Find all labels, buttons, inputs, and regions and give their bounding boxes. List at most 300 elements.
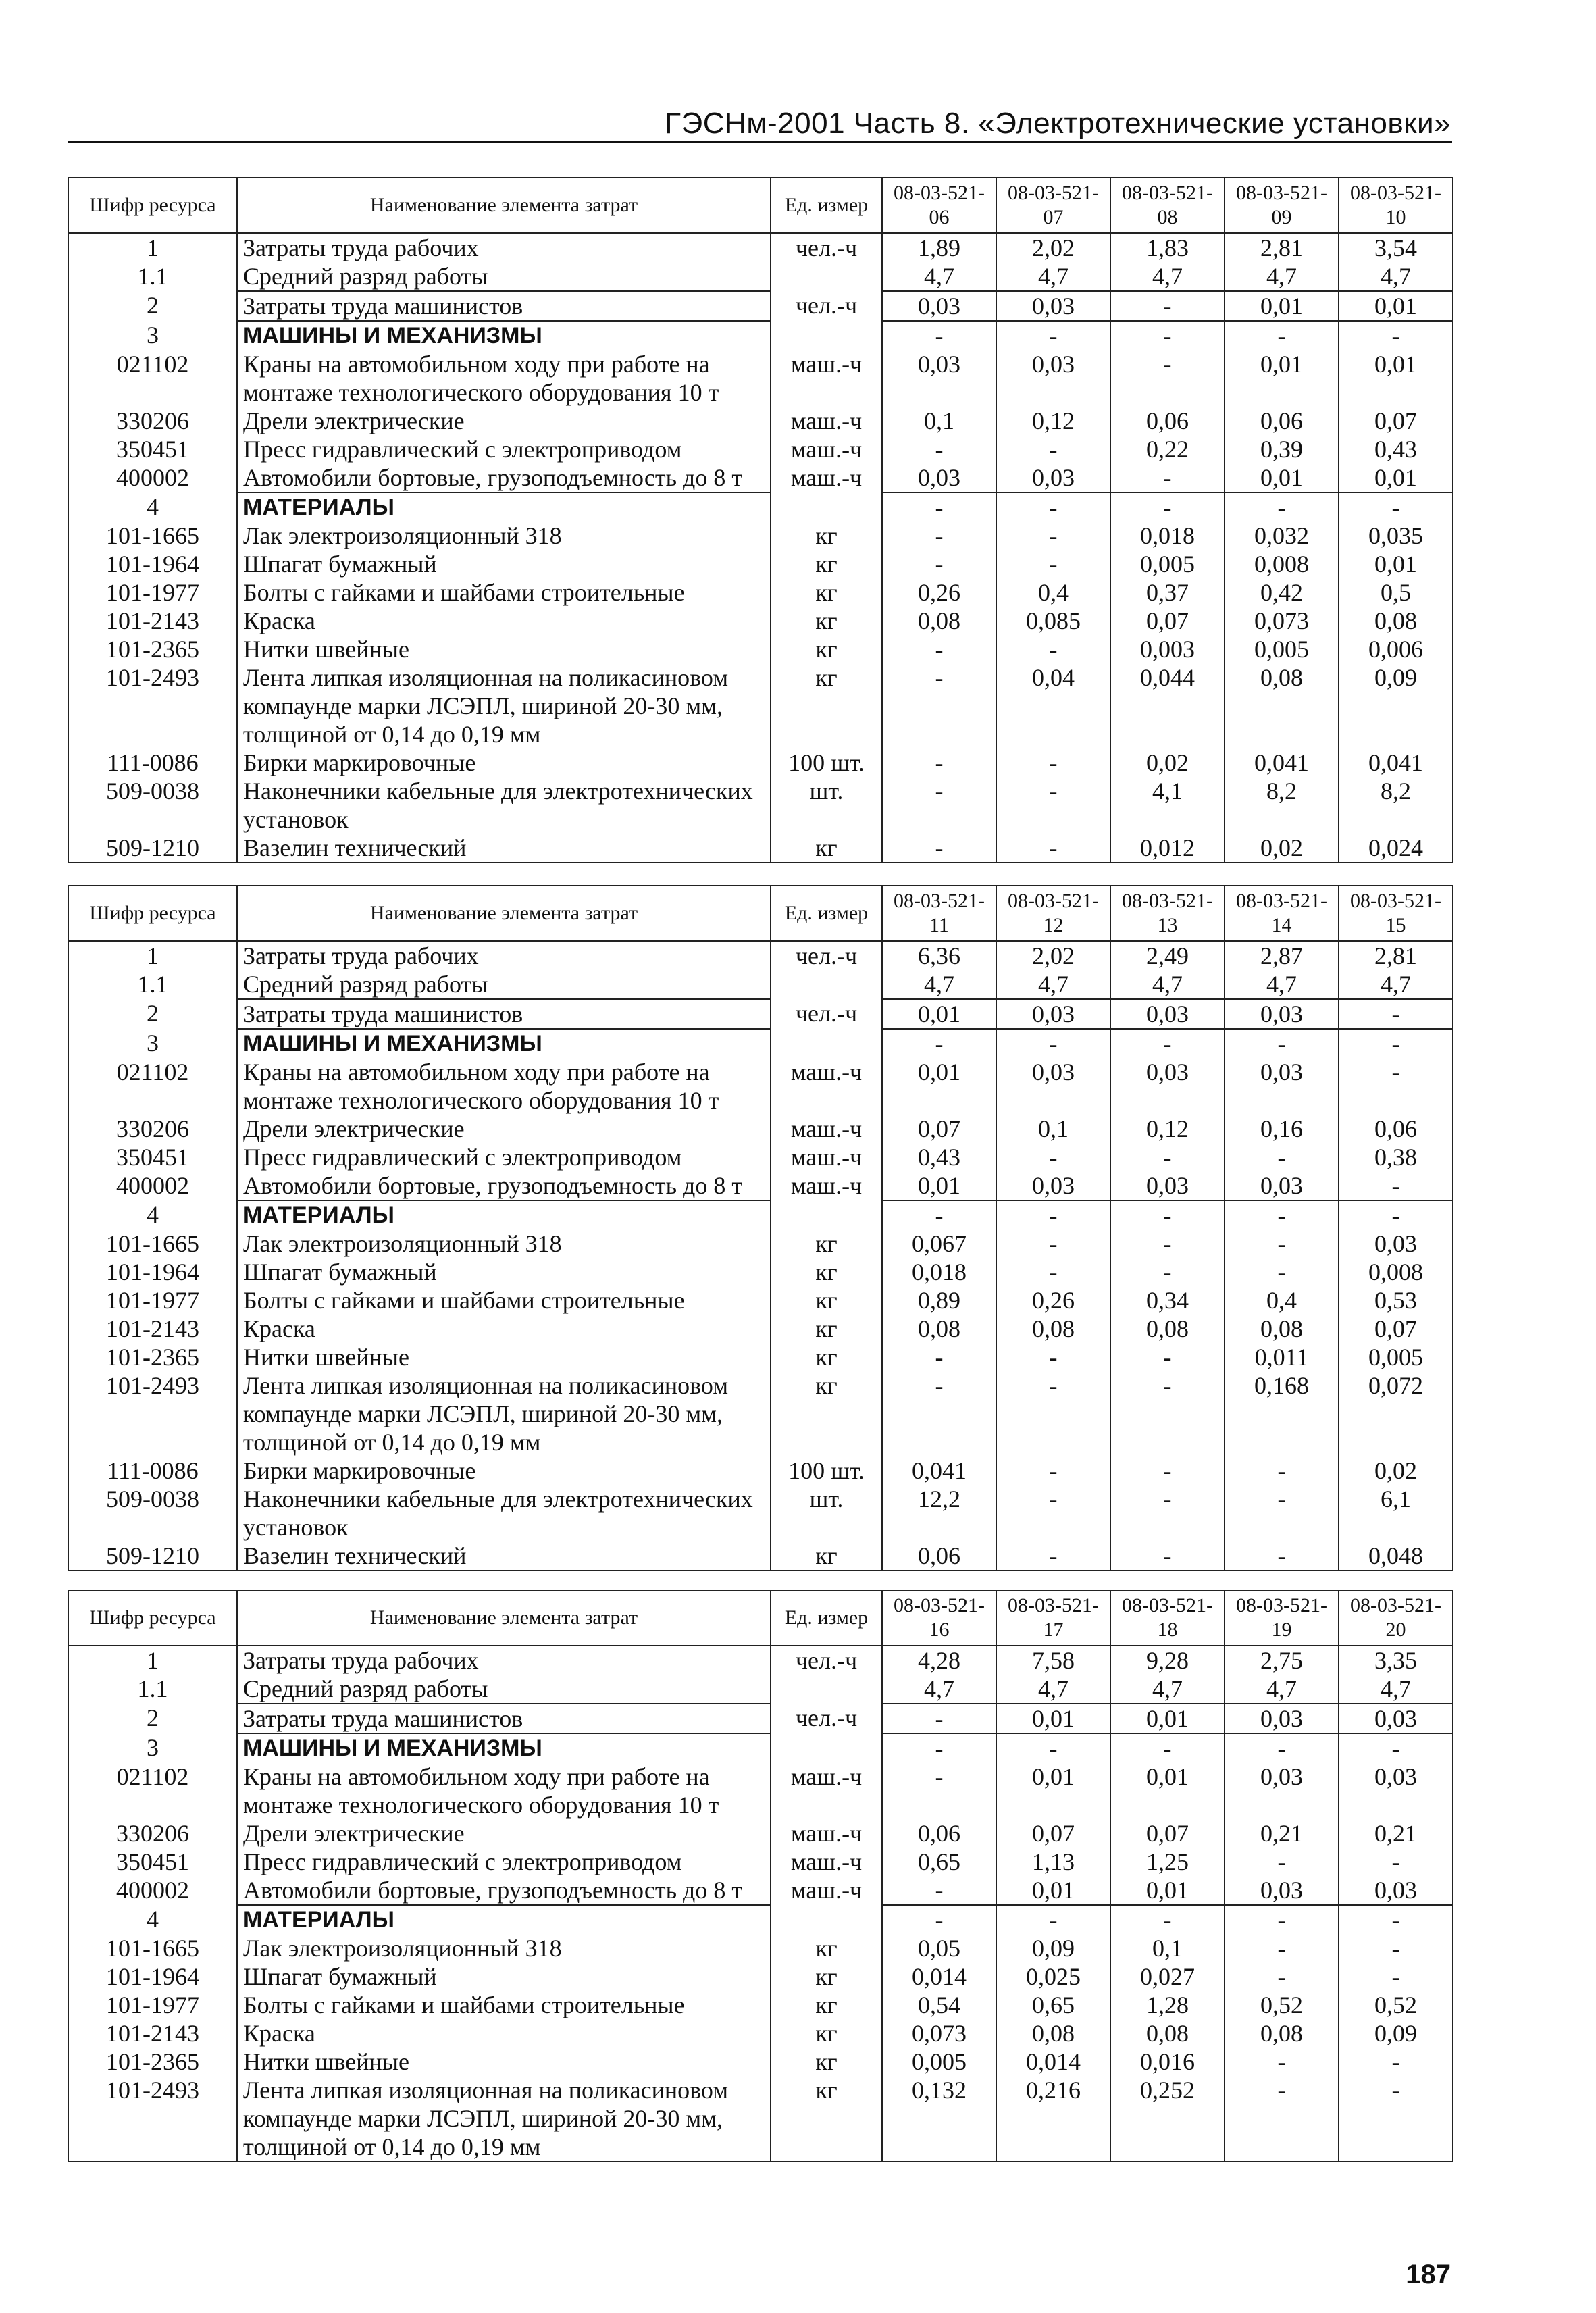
value-cell: - [996, 435, 1110, 463]
value-cell: - [1339, 1962, 1453, 1991]
resource-name: Пресс гидравлический с электроприводом [237, 435, 771, 463]
value-cell: 0,03 [1110, 1171, 1225, 1200]
value-cell: 0,26 [996, 1286, 1110, 1315]
column-header-code: Шифр ресурса [68, 178, 237, 233]
value-cell: - [996, 1200, 1110, 1229]
resource-code: 509-1210 [68, 1542, 237, 1571]
column-header-unit: Ед. измер [771, 178, 882, 233]
table-row [68, 407, 1453, 435]
value-cell: 0,025 [996, 1962, 1110, 1991]
table-row [68, 970, 1453, 999]
value-cell: 6,36 [882, 941, 996, 970]
unit-cell: кг [771, 1934, 882, 1962]
value-cell: - [1110, 1229, 1225, 1258]
resource-name: Наконечники кабельные для электротехнических установок [237, 1485, 771, 1542]
table-row [68, 1229, 1453, 1258]
table-row [68, 1343, 1453, 1371]
resource-name: Краны на автомобильном ходу при работе на монтаже технологического оборудования 10 т [237, 1762, 771, 1819]
table-row [68, 1115, 1453, 1143]
value-cell: - [882, 748, 996, 777]
resource-code: 330206 [68, 1819, 237, 1848]
resource-name: Затраты труда рабочих [237, 233, 771, 262]
resource-code: 101-1977 [68, 1991, 237, 2019]
value-cell: - [1225, 1934, 1339, 1962]
value-cell: - [882, 1343, 996, 1371]
resource-code: 101-1665 [68, 1229, 237, 1258]
resource-name: МАТЕРИАЛЫ [237, 1200, 771, 1229]
resource-name: Дрели электрические [237, 1819, 771, 1848]
value-cell: 12,2 [882, 1485, 996, 1542]
table-row [68, 262, 1453, 291]
value-cell: 4,7 [1339, 970, 1453, 999]
unit-cell: маш.-ч [771, 463, 882, 492]
table-row [68, 663, 1453, 748]
column-header-norm-code: 08-03-521-08 [1110, 178, 1225, 233]
resource-code: 1.1 [68, 970, 237, 999]
value-cell: - [1225, 1143, 1339, 1171]
value-cell: 0,03 [1225, 1058, 1339, 1115]
value-cell: 4,7 [882, 970, 996, 999]
value-cell: 2,49 [1110, 941, 1225, 970]
table-row [68, 1819, 1453, 1848]
table-row [68, 2076, 1453, 2162]
value-cell: 0,07 [1110, 607, 1225, 635]
resource-code: 330206 [68, 407, 237, 435]
resource-code: 2 [68, 1704, 237, 1733]
value-cell: 0,89 [882, 1286, 996, 1315]
value-cell: 0,044 [1110, 663, 1225, 748]
value-cell: 0,032 [1225, 522, 1339, 550]
value-cell: 0,08 [1225, 2019, 1339, 2048]
value-cell: - [996, 321, 1110, 350]
column-header-code: Шифр ресурса [68, 886, 237, 941]
value-cell: - [1225, 1029, 1339, 1058]
table-row [68, 550, 1453, 578]
value-cell: 2,02 [996, 941, 1110, 970]
value-cell: 2,87 [1225, 941, 1339, 970]
resource-name: Лак электроизоляционный 318 [237, 522, 771, 550]
resource-name: Лента липкая изоляционная на поликасиновом компаунде марки ЛСЭПЛ, шириной 20-30 мм, толщиной от 0,14 до 0,19 мм [237, 2076, 771, 2162]
column-header-norm-code: 08-03-521-17 [996, 1590, 1110, 1646]
value-cell: - [1225, 1200, 1339, 1229]
resource-code: 101-1964 [68, 1258, 237, 1286]
table-row [68, 834, 1453, 863]
value-cell: 9,28 [1110, 1646, 1225, 1675]
value-cell: - [996, 522, 1110, 550]
value-cell: 0,08 [882, 607, 996, 635]
value-cell: 0,018 [882, 1258, 996, 1286]
resource-name: Болты с гайками и шайбами строительные [237, 1286, 771, 1315]
resource-code: 021102 [68, 350, 237, 407]
value-cell: 0,018 [1110, 522, 1225, 550]
value-cell: 0,03 [1339, 1704, 1453, 1733]
value-cell: 0,085 [996, 607, 1110, 635]
value-cell: - [1110, 1371, 1225, 1456]
unit-cell: маш.-ч [771, 1819, 882, 1848]
value-cell: 1,83 [1110, 233, 1225, 262]
resource-name: Нитки швейные [237, 635, 771, 663]
unit-cell: кг [771, 522, 882, 550]
resource-name: Лак электроизоляционный 318 [237, 1229, 771, 1258]
value-cell: 0,005 [1225, 635, 1339, 663]
resource-code: 101-1665 [68, 522, 237, 550]
value-cell: - [1339, 492, 1453, 522]
unit-cell: маш.-ч [771, 1143, 882, 1171]
value-cell: - [882, 834, 996, 863]
resource-name: Наконечники кабельные для электротехнических установок [237, 777, 771, 834]
resource-code: 101-2143 [68, 2019, 237, 2048]
value-cell: - [996, 1733, 1110, 1762]
resource-code: 4 [68, 1905, 237, 1934]
value-cell: - [1339, 321, 1453, 350]
value-cell: 0,07 [1339, 1315, 1453, 1343]
value-cell: - [882, 1876, 996, 1905]
value-cell: 0,05 [882, 1934, 996, 1962]
column-header-norm-code: 08-03-521-16 [882, 1590, 996, 1646]
unit-cell: кг [771, 2019, 882, 2048]
unit-cell: кг [771, 2076, 882, 2162]
unit-cell: кг [771, 1962, 882, 1991]
value-cell: 0,03 [1339, 1229, 1453, 1258]
table-row [68, 435, 1453, 463]
value-cell: 0,43 [1339, 435, 1453, 463]
value-cell: 4,7 [1339, 1675, 1453, 1704]
table-row [68, 1456, 1453, 1485]
table-row [68, 1934, 1453, 1962]
value-cell: 0,003 [1110, 635, 1225, 663]
value-cell: 0,03 [1225, 1171, 1339, 1200]
table-header-row [68, 886, 1453, 941]
value-cell: 0,42 [1225, 578, 1339, 607]
value-cell: 0,54 [882, 1991, 996, 2019]
value-cell: - [1225, 1258, 1339, 1286]
unit-cell: маш.-ч [771, 1762, 882, 1819]
value-cell: 0,041 [1225, 748, 1339, 777]
unit-cell: маш.-ч [771, 1848, 882, 1876]
value-cell: 8,2 [1339, 777, 1453, 834]
value-cell: 0,07 [1339, 407, 1453, 435]
resource-code: 101-2493 [68, 2076, 237, 2162]
value-cell: 0,014 [996, 2048, 1110, 2076]
resource-table [68, 1590, 1453, 2162]
value-cell: - [1339, 1058, 1453, 1115]
value-cell: - [1339, 1848, 1453, 1876]
value-cell: - [882, 635, 996, 663]
unit-cell: 100 шт. [771, 748, 882, 777]
value-cell: 2,02 [996, 233, 1110, 262]
unit-cell: кг [771, 550, 882, 578]
resource-code: 3 [68, 1029, 237, 1058]
column-header-code: Шифр ресурса [68, 1590, 237, 1646]
value-cell: 4,7 [1110, 1675, 1225, 1704]
table-row [68, 1371, 1453, 1456]
resource-name: Затраты труда рабочих [237, 941, 771, 970]
value-cell: 4,7 [1225, 970, 1339, 999]
value-cell: 0,08 [1225, 663, 1339, 748]
value-cell: 4,7 [1110, 970, 1225, 999]
value-cell: 0,5 [1339, 578, 1453, 607]
value-cell: 0,03 [1110, 1058, 1225, 1115]
resource-name: Нитки швейные [237, 2048, 771, 2076]
value-cell: 0,21 [1339, 1819, 1453, 1848]
resource-table [68, 885, 1453, 1571]
column-header-norm-code: 08-03-521-18 [1110, 1590, 1225, 1646]
table-row [68, 463, 1453, 492]
value-cell: - [996, 550, 1110, 578]
resource-code: 101-2365 [68, 1343, 237, 1371]
table-row [68, 1058, 1453, 1115]
value-cell: 0,08 [882, 1315, 996, 1343]
value-cell: - [1225, 2076, 1339, 2162]
resource-code: 350451 [68, 1143, 237, 1171]
value-cell: 2,81 [1339, 941, 1453, 970]
unit-cell: маш.-ч [771, 435, 882, 463]
table-row [68, 941, 1453, 970]
table-row [68, 1991, 1453, 2019]
column-header-norm-code: 08-03-521-20 [1339, 1590, 1453, 1646]
value-cell: 0,12 [1110, 1115, 1225, 1143]
value-cell: 0,006 [1339, 635, 1453, 663]
value-cell: - [1110, 291, 1225, 321]
resource-name: Краны на автомобильном ходу при работе на монтаже технологического оборудования 10 т [237, 350, 771, 407]
unit-cell: кг [771, 1542, 882, 1571]
value-cell: - [1110, 1733, 1225, 1762]
value-cell: 0,34 [1110, 1286, 1225, 1315]
unit-cell [771, 970, 882, 999]
value-cell: 4,7 [996, 262, 1110, 291]
resource-code: 101-2365 [68, 635, 237, 663]
unit-cell [771, 1733, 882, 1762]
unit-cell: кг [771, 2048, 882, 2076]
unit-cell: кг [771, 1286, 882, 1315]
value-cell: - [1110, 1542, 1225, 1571]
table-row [68, 1258, 1453, 1286]
table-row [68, 748, 1453, 777]
resource-code: 1 [68, 941, 237, 970]
table-row [68, 2019, 1453, 2048]
resource-code: 330206 [68, 1115, 237, 1143]
resource-name: Автомобили бортовые, грузоподъемность до 8 т [237, 463, 771, 492]
value-cell: - [996, 1258, 1110, 1286]
value-cell: - [1225, 321, 1339, 350]
resource-name: Нитки швейные [237, 1343, 771, 1371]
resource-name: Краска [237, 607, 771, 635]
unit-cell: кг [771, 834, 882, 863]
column-header-unit: Ед. измер [771, 886, 882, 941]
value-cell: - [1225, 1542, 1339, 1571]
table-row [68, 291, 1453, 321]
value-cell: 0,02 [1225, 834, 1339, 863]
unit-cell [771, 492, 882, 522]
resource-name: Болты с гайками и шайбами строительные [237, 578, 771, 607]
value-cell: 0,38 [1339, 1143, 1453, 1171]
table-row [68, 607, 1453, 635]
value-cell: - [1110, 1485, 1225, 1542]
value-cell: 0,01 [1225, 291, 1339, 321]
value-cell: - [1225, 1229, 1339, 1258]
value-cell: 0,01 [1225, 463, 1339, 492]
table-row [68, 1029, 1453, 1058]
unit-cell: 100 шт. [771, 1456, 882, 1485]
value-cell: - [1339, 1200, 1453, 1229]
table-row [68, 1646, 1453, 1675]
value-cell: 0,09 [1339, 663, 1453, 748]
table-row [68, 350, 1453, 407]
value-cell: - [1110, 1200, 1225, 1229]
table-row [68, 1762, 1453, 1819]
value-cell: - [996, 777, 1110, 834]
table-row [68, 1286, 1453, 1315]
unit-cell: кг [771, 1315, 882, 1343]
resource-code: 021102 [68, 1058, 237, 1115]
unit-cell: чел.-ч [771, 233, 882, 262]
value-cell: - [1110, 321, 1225, 350]
value-cell: - [996, 1029, 1110, 1058]
value-cell: 4,7 [882, 1675, 996, 1704]
column-header-name: Наименование элемента затрат [237, 886, 771, 941]
value-cell: 0,008 [1339, 1258, 1453, 1286]
value-cell: 0,04 [996, 663, 1110, 748]
value-cell: 0,06 [1225, 407, 1339, 435]
unit-cell: маш.-ч [771, 350, 882, 407]
value-cell: 0,53 [1339, 1286, 1453, 1315]
value-cell: 0,01 [996, 1876, 1110, 1905]
resource-name: Средний разряд работы [237, 262, 771, 291]
column-header-norm-code: 08-03-521-10 [1339, 178, 1453, 233]
value-cell: 0,02 [1110, 748, 1225, 777]
table-row [68, 1315, 1453, 1343]
resource-code: 400002 [68, 463, 237, 492]
value-cell: 0,252 [1110, 2076, 1225, 2162]
value-cell: - [1110, 1143, 1225, 1171]
unit-cell [771, 1675, 882, 1704]
value-cell: 0,072 [1339, 1371, 1453, 1456]
value-cell: - [882, 1733, 996, 1762]
value-cell: 0,08 [1110, 2019, 1225, 2048]
value-cell: 0,06 [882, 1542, 996, 1571]
value-cell: - [996, 1343, 1110, 1371]
value-cell: 0,067 [882, 1229, 996, 1258]
value-cell: - [996, 1485, 1110, 1542]
table-header-row [68, 1590, 1453, 1646]
value-cell: - [1225, 1456, 1339, 1485]
value-cell: - [1339, 2048, 1453, 2076]
value-cell: - [1339, 1934, 1453, 1962]
table-row [68, 1200, 1453, 1229]
resource-code: 1 [68, 1646, 237, 1675]
value-cell: - [1225, 1848, 1339, 1876]
resource-name: МАШИНЫ И МЕХАНИЗМЫ [237, 321, 771, 350]
value-cell: - [996, 1456, 1110, 1485]
column-header-name: Наименование элемента затрат [237, 1590, 771, 1646]
table-row [68, 635, 1453, 663]
value-cell: 0,03 [996, 350, 1110, 407]
value-cell: 0,07 [882, 1115, 996, 1143]
value-cell: 0,03 [1225, 1876, 1339, 1905]
resource-code: 101-2493 [68, 663, 237, 748]
value-cell: 4,7 [996, 970, 1110, 999]
value-cell: 0,03 [882, 291, 996, 321]
resource-name: Пресс гидравлический с электроприводом [237, 1143, 771, 1171]
resource-code: 2 [68, 291, 237, 321]
value-cell: 0,65 [996, 1991, 1110, 2019]
unit-cell: шт. [771, 1485, 882, 1542]
unit-cell: кг [771, 1371, 882, 1456]
resource-name: МАТЕРИАЛЫ [237, 1905, 771, 1934]
value-cell: 0,03 [1225, 999, 1339, 1029]
value-cell: - [1110, 1456, 1225, 1485]
value-cell: 0,027 [1110, 1962, 1225, 1991]
value-cell: 0,08 [1110, 1315, 1225, 1343]
value-cell: 0,011 [1225, 1343, 1339, 1371]
value-cell: - [1339, 1171, 1453, 1200]
value-cell: 4,7 [1339, 262, 1453, 291]
resource-name: МАШИНЫ И МЕХАНИЗМЫ [237, 1029, 771, 1058]
value-cell: 0,26 [882, 578, 996, 607]
resource-name: Болты с гайками и шайбами строительные [237, 1991, 771, 2019]
value-cell: 4,7 [996, 1675, 1110, 1704]
value-cell: - [1339, 1905, 1453, 1934]
value-cell: 0,03 [996, 1171, 1110, 1200]
value-cell: 0,07 [1110, 1819, 1225, 1848]
value-cell: - [882, 1762, 996, 1819]
value-cell: 0,073 [1225, 607, 1339, 635]
value-cell: 0,016 [1110, 2048, 1225, 2076]
table-row [68, 1848, 1453, 1876]
column-header-unit: Ед. измер [771, 1590, 882, 1646]
resource-name: Автомобили бортовые, грузоподъемность до 8 т [237, 1876, 771, 1905]
resource-code: 509-1210 [68, 834, 237, 863]
resource-code: 3 [68, 1733, 237, 1762]
value-cell: - [882, 1905, 996, 1934]
value-cell: - [1110, 1905, 1225, 1934]
resource-name: Краска [237, 1315, 771, 1343]
value-cell: 0,21 [1225, 1819, 1339, 1848]
unit-cell: чел.-ч [771, 291, 882, 321]
value-cell: 4,7 [1225, 262, 1339, 291]
value-cell: - [882, 435, 996, 463]
unit-cell [771, 262, 882, 291]
resource-code: 101-2143 [68, 607, 237, 635]
value-cell: - [996, 635, 1110, 663]
value-cell: 0,073 [882, 2019, 996, 2048]
resource-code: 101-1964 [68, 550, 237, 578]
value-cell: 6,1 [1339, 1485, 1453, 1542]
resource-name: Краска [237, 2019, 771, 2048]
value-cell: - [1110, 1258, 1225, 1286]
resource-name: Краны на автомобильном ходу при работе на монтаже технологического оборудования 10 т [237, 1058, 771, 1115]
resource-name: Бирки маркировочные [237, 1456, 771, 1485]
unit-cell: кг [771, 1258, 882, 1286]
value-cell: 0,01 [882, 1171, 996, 1200]
value-cell: - [1225, 1962, 1339, 1991]
header-rule [68, 141, 1452, 143]
column-header-norm-code: 08-03-521-15 [1339, 886, 1453, 941]
unit-cell: кг [771, 607, 882, 635]
value-cell: 0,005 [882, 2048, 996, 2076]
unit-cell: кг [771, 578, 882, 607]
page-number: 187 [1406, 2260, 1451, 2289]
value-cell: - [1110, 1343, 1225, 1371]
unit-cell [771, 1200, 882, 1229]
value-cell: - [1110, 1029, 1225, 1058]
unit-cell: маш.-ч [771, 1876, 882, 1905]
value-cell: - [996, 492, 1110, 522]
value-cell: 0,09 [1339, 2019, 1453, 2048]
value-cell: 0,52 [1225, 1991, 1339, 2019]
resource-name: Затраты труда машинистов [237, 999, 771, 1029]
value-cell: - [1225, 492, 1339, 522]
